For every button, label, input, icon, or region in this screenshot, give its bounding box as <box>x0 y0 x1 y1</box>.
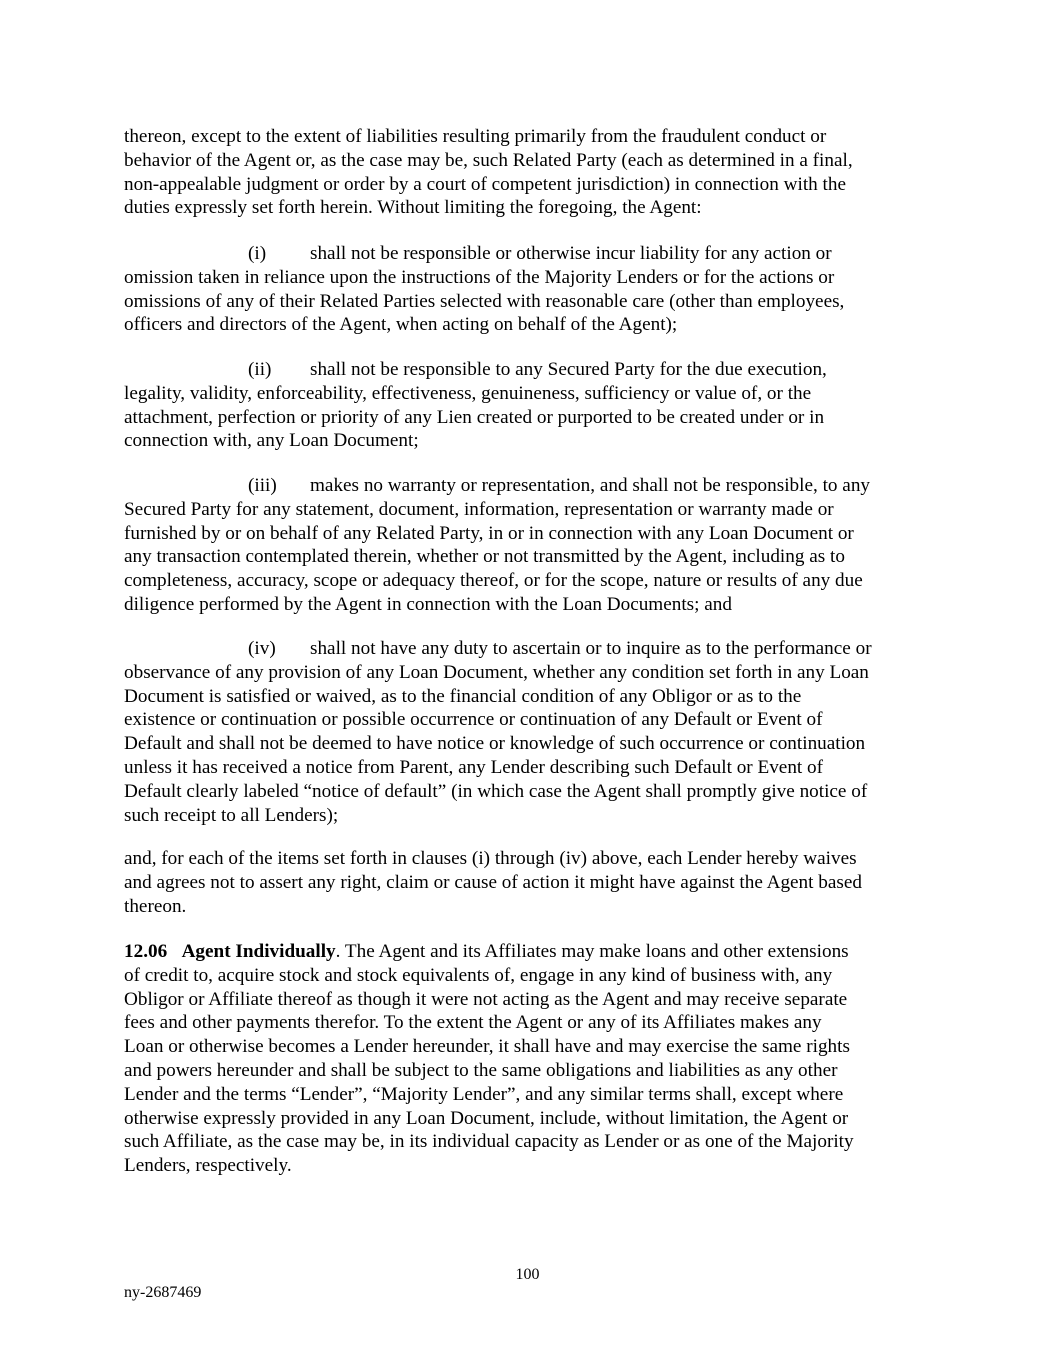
paragraph-line: omission taken in reliance upon the instructions of the Majority Lenders or for the actions or <box>124 266 835 288</box>
closing-paragraph <box>124 847 936 918</box>
clause-first-line <box>124 637 936 661</box>
paragraph-line: non-appealable judgment or order by a court of competent jurisdiction) in connection with the <box>124 173 846 195</box>
paragraph-line: of credit to, acquire stock and stock equivalents of, engage in any kind of business with, any <box>124 964 833 986</box>
clause-number: (i) <box>248 243 267 264</box>
section-title: Agent Individually <box>181 941 336 962</box>
paragraph-line: and, for each of the items set forth in clauses (i) through (iv) above, each Lender hereby waives <box>124 848 857 869</box>
paragraph-line: any transaction contemplated therein, whether or not transmitted by the Agent, including as to <box>124 546 845 568</box>
clause-text: shall not be responsible or otherwise incur liability for any action or <box>310 243 832 264</box>
paragraph-line: existence or continuation or possible occurrence or continuation of any Default or Event of <box>124 709 823 731</box>
section-text: . The Agent and its Affiliates may make loans and other extensions <box>335 941 849 962</box>
paragraph-line: such receipt to all Lenders); <box>124 804 339 826</box>
document-id: ny-2687469 <box>124 1284 202 1301</box>
paragraph-line: Loan or otherwise becomes a Lender hereunder, it shall have and may exercise the same rights <box>124 1036 850 1058</box>
clause-first-line <box>124 358 936 382</box>
paragraph-line: connection with, any Loan Document; <box>124 430 419 452</box>
clause-text: makes no warranty or representation, and shall not be responsible, to any <box>310 475 871 496</box>
paragraph-line: omissions of any of their Related Parties selected with reasonable care (other than employees, <box>124 290 845 312</box>
clause-iv <box>124 637 936 827</box>
clause-number: (ii) <box>248 359 272 380</box>
clause-text: shall not have any duty to ascertain or to inquire as to the performance or <box>310 638 872 659</box>
paragraph-line: observance of any provision of any Loan Document, whether any condition set forth in any Loan <box>124 661 869 683</box>
clause-first-line <box>124 474 936 498</box>
paragraph-line: otherwise expressly provided in any Loan Document, include, without limitation, the Agent or <box>124 1107 849 1129</box>
paragraph-line: legality, validity, enforceability, effectiveness, genuineness, sufficiency or value of, or the <box>124 382 812 404</box>
clause-number: (iii) <box>248 475 277 496</box>
paragraph-line: diligence performed by the Agent in connection with the Loan Documents; and <box>124 593 732 615</box>
clause-text: shall not be responsible to any Secured Party for the due execution, <box>310 359 827 380</box>
clause-number: (iv) <box>248 638 276 659</box>
clause-i <box>124 242 936 337</box>
paragraph-line: Default clearly labeled “notice of default” (in which case the Agent shall promptly give notice of <box>124 780 868 802</box>
paragraph-line: furnished by or on behalf of any Related Party, in or in connection with any Loan Document or <box>124 522 854 544</box>
section-first-line <box>124 940 936 964</box>
clause-first-line <box>124 242 936 266</box>
clause-iii <box>124 474 936 617</box>
paragraph-line: thereon. <box>124 895 187 917</box>
intro-paragraph <box>124 125 936 220</box>
paragraph-line: Secured Party for any statement, document, information, representation or warranty made or <box>124 498 834 520</box>
paragraph-line: Lender and the terms “Lender”, “Majority Lender”, and any similar terms shall, except where <box>124 1083 844 1105</box>
paragraph-line: thereon, except to the extent of liabilities resulting primarily from the fraudulent conduct or <box>124 126 827 147</box>
paragraph-line: attachment, perfection or priority of any Lien created or purported to be created under or in <box>124 406 825 428</box>
paragraph-line: unless it has received a notice from Parent, any Lender describing such Default or Event of <box>124 756 824 778</box>
paragraph-line: fees and other payments therefor. To the extent the Agent or any of its Affiliates makes any <box>124 1012 822 1034</box>
paragraph-line: Lenders, respectively. <box>124 1155 292 1177</box>
section-12-06 <box>124 940 936 1178</box>
section-number: 12.06 <box>124 941 168 962</box>
paragraph-line: such Affiliate, as the case may be, in its individual capacity as Lender or as one of the Majority <box>124 1131 854 1153</box>
paragraph-line: behavior of the Agent or, as the case may be, such Related Party (each as determined in a final, <box>124 149 853 171</box>
paragraph-line: Obligor or Affiliate thereof as though it were not acting as the Agent and may receive separate <box>124 988 848 1010</box>
page-number: 100 <box>515 1266 540 1283</box>
paragraph-line: and powers hereunder and shall be subject to the same obligations and liabilities as any other <box>124 1059 838 1081</box>
paragraph-line: Document is satisfied or waived, as to the financial condition of any Obligor or as to the <box>124 685 802 707</box>
paragraph-line: duties expressly set forth herein. Without limiting the foregoing, the Agent: <box>124 197 702 219</box>
paragraph-line: Default and shall not be deemed to have notice or knowledge of such occurrence or continuation <box>124 733 866 755</box>
paragraph-line: and agrees not to assert any right, claim or cause of action it might have against the Agent based <box>124 871 862 893</box>
paragraph-line: completeness, accuracy, scope or adequacy thereof, or for the scope, nature or results of any due <box>124 570 863 592</box>
clause-ii <box>124 358 936 453</box>
paragraph-line: officers and directors of the Agent, when acting on behalf of the Agent); <box>124 314 678 336</box>
